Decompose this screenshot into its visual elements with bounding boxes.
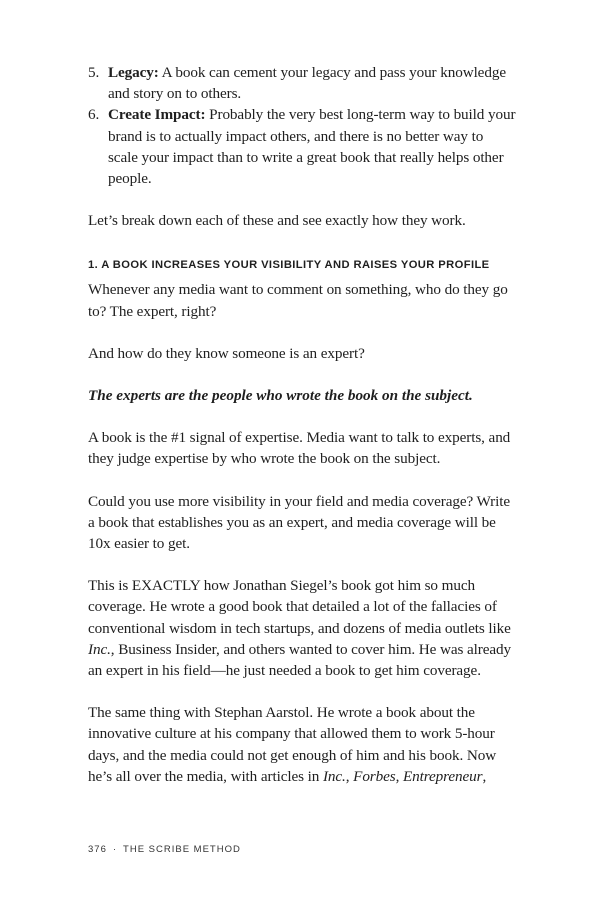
page-footer <box>88 844 241 855</box>
paragraph-visibility: Could you use more visibility in your field and media coverage? Write a book that establishes you as an expert, and media coverage will be 10x easier to get. <box>88 492 510 553</box>
list-item-text: Probably the very best long-term way to build your brand is to actually impact others, and there is no better way to scale your impact than to write a great book that really helps other people. <box>108 106 516 188</box>
text-run: , Business Insider, and others wanted to cover him. He was already an expert in his field—he just needed a book to get him coverage. <box>88 640 512 680</box>
spacer <box>88 231 516 252</box>
spacer <box>88 364 516 385</box>
list-number: 6. <box>88 106 100 124</box>
book-title: THE SCRIBE METHOD <box>123 844 241 855</box>
page-number: 376 <box>88 844 107 855</box>
text-run: , <box>345 767 354 785</box>
paragraph-how-know-expert: And how do they know someone is an expert? <box>88 344 365 362</box>
list-item-text: A book can cement your legacy and pass your knowledge and story on to others. <box>108 64 506 103</box>
paragraph-media-expert: Whenever any media want to comment on something, who do they go to? The expert, right? <box>88 281 508 320</box>
spacer <box>88 470 516 491</box>
paragraph-stephan-aarstol <box>88 702 516 787</box>
list-item-legacy <box>88 62 516 104</box>
list-item-lead: Legacy: <box>108 64 159 81</box>
page-body <box>88 62 516 787</box>
publication-inc: Inc. <box>322 767 346 785</box>
list-item-create-impact <box>88 104 516 189</box>
spacer <box>88 322 516 343</box>
paragraph-signal-expertise: A book is the #1 signal of expertise. Media want to talk to experts, and they judge expertise by who wrote the book on the subject. <box>88 429 511 468</box>
list-number: 5. <box>88 64 100 81</box>
spacer <box>88 554 516 575</box>
spacer <box>88 406 516 427</box>
spacer <box>88 189 516 210</box>
list-item-lead: Create Impact: <box>108 106 206 124</box>
paragraph-jonathan-siegel <box>88 575 516 681</box>
numbered-list <box>88 62 516 189</box>
text-run: , <box>395 767 403 785</box>
text-run: , <box>482 767 487 785</box>
publication-inc: Inc. <box>88 640 111 658</box>
publication-forbes: Forbes <box>353 767 396 785</box>
footer-separator: · <box>112 844 118 855</box>
publication-entrepreneur: Entrepreneur <box>402 767 483 785</box>
section-heading: 1. A BOOK INCREASES YOUR VISIBILITY AND RAISES YOUR PROFILE <box>88 259 490 272</box>
text-run: The same thing with Stephan Aarstol. He wrote a book about the innovative culture at his company that allowed them to work 5-hour days, and the media could not get enough of him and his book. Now he’s all over the media, with articles in <box>88 704 497 785</box>
spacer <box>88 681 516 702</box>
text-run: This is EXACTLY how Jonathan Siegel’s book got him so much coverage. He wrote a good book that detailed a lot of the fallacies of conventional wisdom in tech startups, and dozens of media outlets like <box>88 577 511 637</box>
callout-quote: The experts are the people who wrote the book on the subject. <box>88 387 473 405</box>
intro-paragraph: Let’s break down each of these and see exactly how they work. <box>88 212 466 230</box>
